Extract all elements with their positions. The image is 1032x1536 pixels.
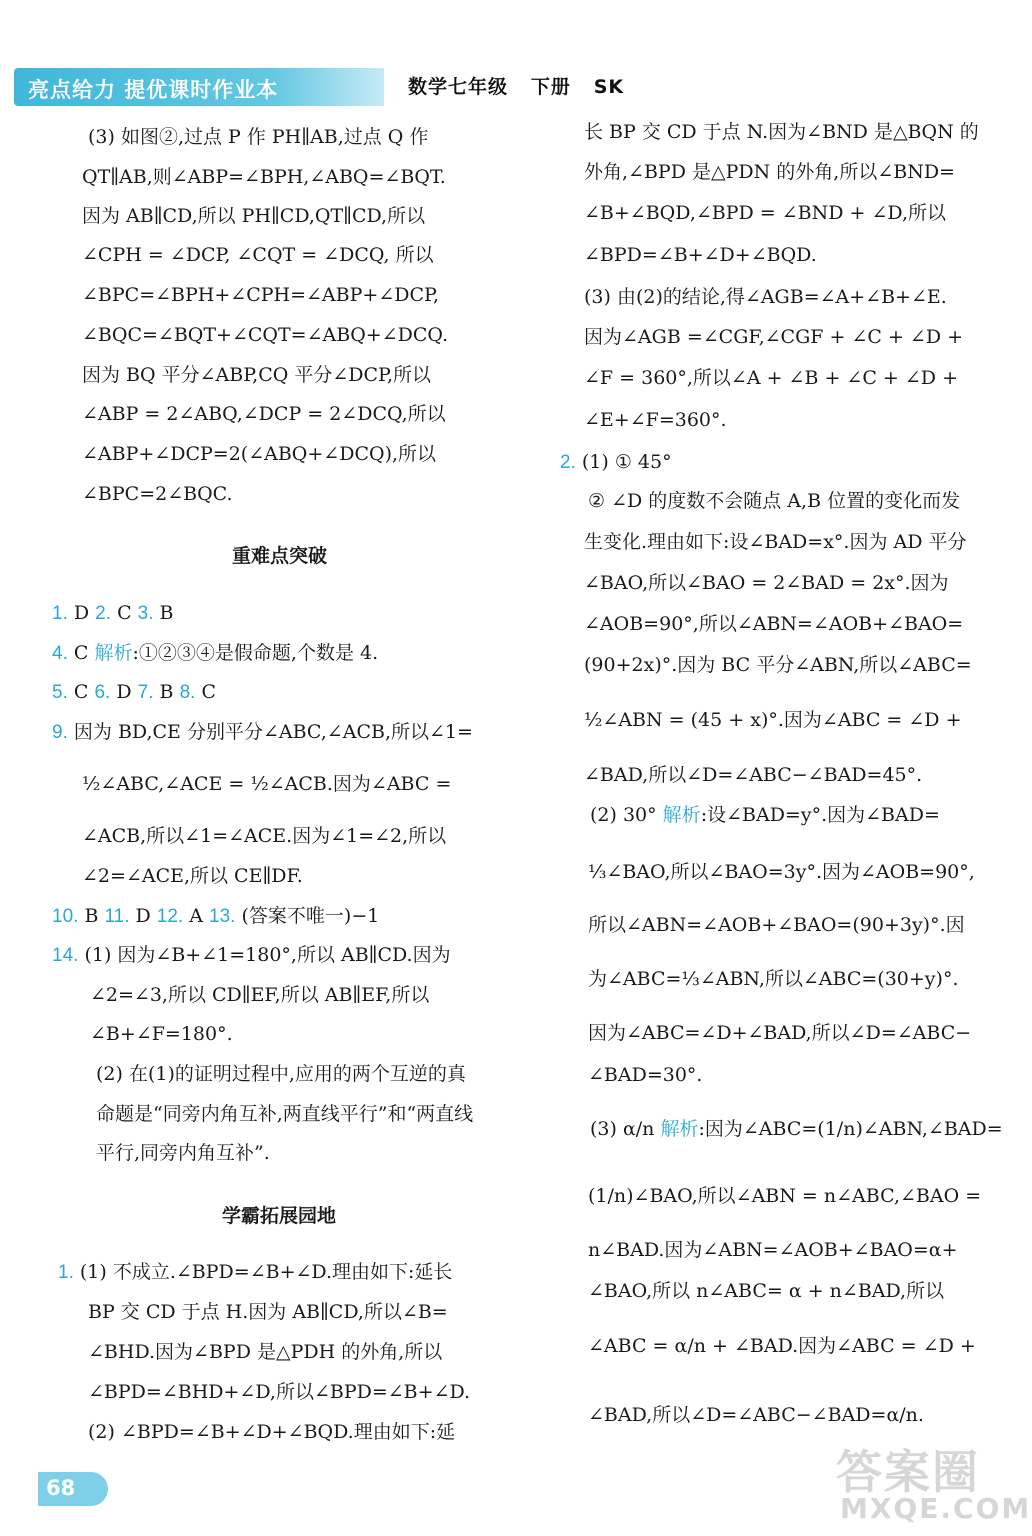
text-line: ∠ACB,所以∠1=∠ACE.因为∠1=∠2,所以 xyxy=(82,825,447,847)
answer-row xyxy=(52,601,174,626)
question-number: 13. xyxy=(209,906,236,927)
answer-line xyxy=(560,450,672,475)
answer: B xyxy=(78,905,105,927)
text-line: ∠E+∠F=360°. xyxy=(584,409,727,431)
text-line: ∠ABC = α/n + ∠BAD.因为∠ABC = ∠D + xyxy=(588,1335,976,1357)
text-line: ∠BPD=∠B+∠D+∠BQD. xyxy=(584,244,817,266)
text-line: ∠2=∠ACE,所以 CE∥DF. xyxy=(82,865,303,887)
text-line: ∠BAD,所以∠D=∠ABC−∠BAD=α/n. xyxy=(588,1404,924,1426)
text-line: ∠BAO,所以 n∠ABC= α + n∠BAD,所以 xyxy=(588,1280,945,1302)
series-title-banner xyxy=(14,68,384,106)
question-number: 2. xyxy=(560,452,576,473)
text-line: BP 交 CD 于点 H.因为 AB∥CD,所以∠B= xyxy=(88,1301,448,1323)
question-number: 1. xyxy=(58,1262,74,1283)
answer-line xyxy=(590,1117,1003,1141)
watermark-text: 答案圈 xyxy=(836,1445,980,1499)
text-line: 生变化.理由如下:设∠BAD=x°.因为 AD 平分 xyxy=(584,531,967,553)
question-number: 3. xyxy=(137,603,154,624)
text-line: 所以∠ABN=∠AOB+∠BAO=(90+3y)°.因 xyxy=(588,914,965,936)
answer: C xyxy=(195,681,216,703)
analysis-text: :①②③④是假命题,个数是 4. xyxy=(132,642,379,664)
answer: B xyxy=(153,602,174,624)
text-line: ½∠ABN = (45 + x)°.因为∠ABC = ∠D + xyxy=(584,709,962,731)
watermark-logo xyxy=(826,1436,1032,1528)
text-line: (2) 在(1)的证明过程中,应用的两个互逆的真 xyxy=(96,1063,466,1085)
answer-text: (2) 30° xyxy=(590,804,663,826)
answer: D xyxy=(67,602,96,624)
question-number: 8. xyxy=(179,682,196,703)
text-line: ∠F = 360°,所以∠A + ∠B + ∠C + ∠D + xyxy=(584,367,958,389)
text-line: ∠BPD=∠BHD+∠D,所以∠BPD=∠B+∠D. xyxy=(88,1381,471,1403)
page-number-tab xyxy=(38,1472,108,1506)
text-line: 因为∠AGB =∠CGF,∠CGF + ∠C + ∠D + xyxy=(584,326,964,348)
text-line: ∠2=∠3,所以 CD∥EF,所以 AB∥EF,所以 xyxy=(90,984,430,1006)
question-number: 11. xyxy=(104,906,130,927)
question-number: 2. xyxy=(95,603,112,624)
answer-row xyxy=(52,641,378,666)
text-line: ∠B+∠BQD,∠BPD = ∠BND + ∠D,所以 xyxy=(584,202,947,224)
answer-text: (1) 因为∠B+∠1=180°,所以 AB∥CD.因为 xyxy=(78,944,451,966)
answer-row xyxy=(52,680,216,705)
section-title-key-points: 重难点突破 xyxy=(232,545,328,567)
analysis-text: :设∠BAD=y°.因为∠BAD= xyxy=(700,804,940,826)
answer: (答案不唯一)−1 xyxy=(235,905,380,927)
text-line: ∠B+∠F=180°. xyxy=(90,1023,233,1045)
answer-text: (1) ① 45° xyxy=(575,451,672,473)
text-line: ∠BAO,所以∠BAO = 2∠BAD = 2x°.因为 xyxy=(584,572,949,594)
answer: C xyxy=(111,602,138,624)
text-line: ∠CPH = ∠DCP, ∠CQT = ∠DCQ, 所以 xyxy=(82,244,434,266)
question-number: 5. xyxy=(52,682,68,703)
text-line: (1/n)∠BAO,所以∠ABN = n∠ABC,∠BAO = xyxy=(588,1185,982,1207)
text-line: ② ∠D 的度数不会随点 A,B 位置的变化而发 xyxy=(588,490,961,512)
text-line: ⅓∠BAO,所以∠BAO=3y°.因为∠AOB=90°, xyxy=(588,861,975,883)
answer: A xyxy=(183,905,210,927)
page-number: 68 xyxy=(46,1476,76,1500)
text-line: n∠BAD.因为∠ABN=∠AOB+∠BAO=α+ xyxy=(588,1239,958,1261)
answer-line xyxy=(58,1260,452,1285)
analysis-label: 解析 xyxy=(94,642,133,664)
text-line: QT∥AB,则∠ABP=∠BPH,∠ABQ=∠BQT. xyxy=(82,166,446,188)
answer-line xyxy=(52,720,473,745)
answer-row xyxy=(52,904,379,929)
question-number: 10. xyxy=(52,906,79,927)
text-line: 平行,同旁内角互补”. xyxy=(96,1142,270,1164)
watermark-url: MXQE.COM xyxy=(840,1492,1032,1525)
text-line: ½∠ABC,∠ACE = ½∠ACB.因为∠ABC = xyxy=(82,773,452,795)
answer: D xyxy=(129,905,157,927)
answer: C xyxy=(67,642,95,664)
text-line: ∠BHD.因为∠BPD 是△PDH 的外角,所以 xyxy=(88,1341,443,1363)
text-line: 因为∠ABC=∠D+∠BAD,所以∠D=∠ABC− xyxy=(588,1022,972,1044)
text-line: ∠BPC=∠BPH+∠CPH=∠ABP+∠DCP, xyxy=(82,284,439,306)
question-number: 4. xyxy=(52,643,68,664)
text-line: 命题是“同旁内角互补,两直线平行”和“两直线 xyxy=(96,1103,474,1125)
answer-line xyxy=(52,943,451,968)
text-line: 长 BP 交 CD 于点 N.因为∠BND 是△BQN 的 xyxy=(584,121,979,143)
text-line: ∠BAD=30°. xyxy=(588,1064,703,1086)
answer: B xyxy=(153,681,180,703)
text-line: ∠ABP = 2∠ABQ,∠DCP = 2∠DCQ,所以 xyxy=(82,403,446,425)
text-line: 因为 AB∥CD,所以 PH∥CD,QT∥CD,所以 xyxy=(82,205,426,227)
text-line: ∠BAD,所以∠D=∠ABC−∠BAD=45°. xyxy=(584,764,923,786)
answer: C xyxy=(67,681,95,703)
answer-text: (1) 不成立.∠BPD=∠B+∠D.理由如下:延长 xyxy=(73,1261,453,1283)
text-line: ∠BPC=2∠BQC. xyxy=(82,483,233,505)
question-number: 6. xyxy=(94,682,111,703)
text-line: (3) 由(2)的结论,得∠AGB=∠A+∠B+∠E. xyxy=(584,286,947,308)
text-line: 为∠ABC=⅓∠ABN,所以∠ABC=(30+y)°. xyxy=(588,968,959,990)
analysis-text: :因为∠ABC=(1/n)∠ABN,∠BAD= xyxy=(698,1118,1003,1140)
book-info: 数学七年级 下册 SK xyxy=(408,76,625,98)
analysis-label: 解析 xyxy=(662,804,701,826)
question-number: 7. xyxy=(137,682,154,703)
section-title-extension: 学霸拓展园地 xyxy=(222,1205,337,1227)
text-line: ∠BQC=∠BQT+∠CQT=∠ABQ+∠DCQ. xyxy=(82,324,449,346)
series-title: 亮点给力 提优课时作业本 xyxy=(28,78,279,102)
answer-line xyxy=(590,803,940,827)
answer-text: (3) α/n xyxy=(590,1118,661,1140)
question-number: 9. xyxy=(52,722,68,743)
answer-text: 因为 BD,CE 分别平分∠ABC,∠ACB,所以∠1= xyxy=(67,721,473,743)
text-line: ∠AOB=90°,所以∠ABN=∠AOB+∠BAO= xyxy=(584,613,964,635)
question-number: 14. xyxy=(52,945,79,966)
text-line: (90+2x)°.因为 BC 平分∠ABN,所以∠ABC= xyxy=(584,654,972,676)
text-line: 外角,∠BPD 是△PDN 的外角,所以∠BND= xyxy=(584,161,955,183)
text-line: ∠ABP+∠DCP=2(∠ABQ+∠DCQ),所以 xyxy=(82,443,437,465)
text-line: 因为 BQ 平分∠ABP,CQ 平分∠DCP,所以 xyxy=(82,364,432,386)
text-line: (3) 如图②,过点 P 作 PH∥AB,过点 Q 作 xyxy=(88,126,429,148)
question-number: 1. xyxy=(52,603,68,624)
question-number: 12. xyxy=(156,906,184,927)
analysis-label: 解析 xyxy=(660,1118,699,1140)
text-line: (2) ∠BPD=∠B+∠D+∠BQD.理由如下:延 xyxy=(88,1421,456,1443)
answer: D xyxy=(110,681,138,703)
